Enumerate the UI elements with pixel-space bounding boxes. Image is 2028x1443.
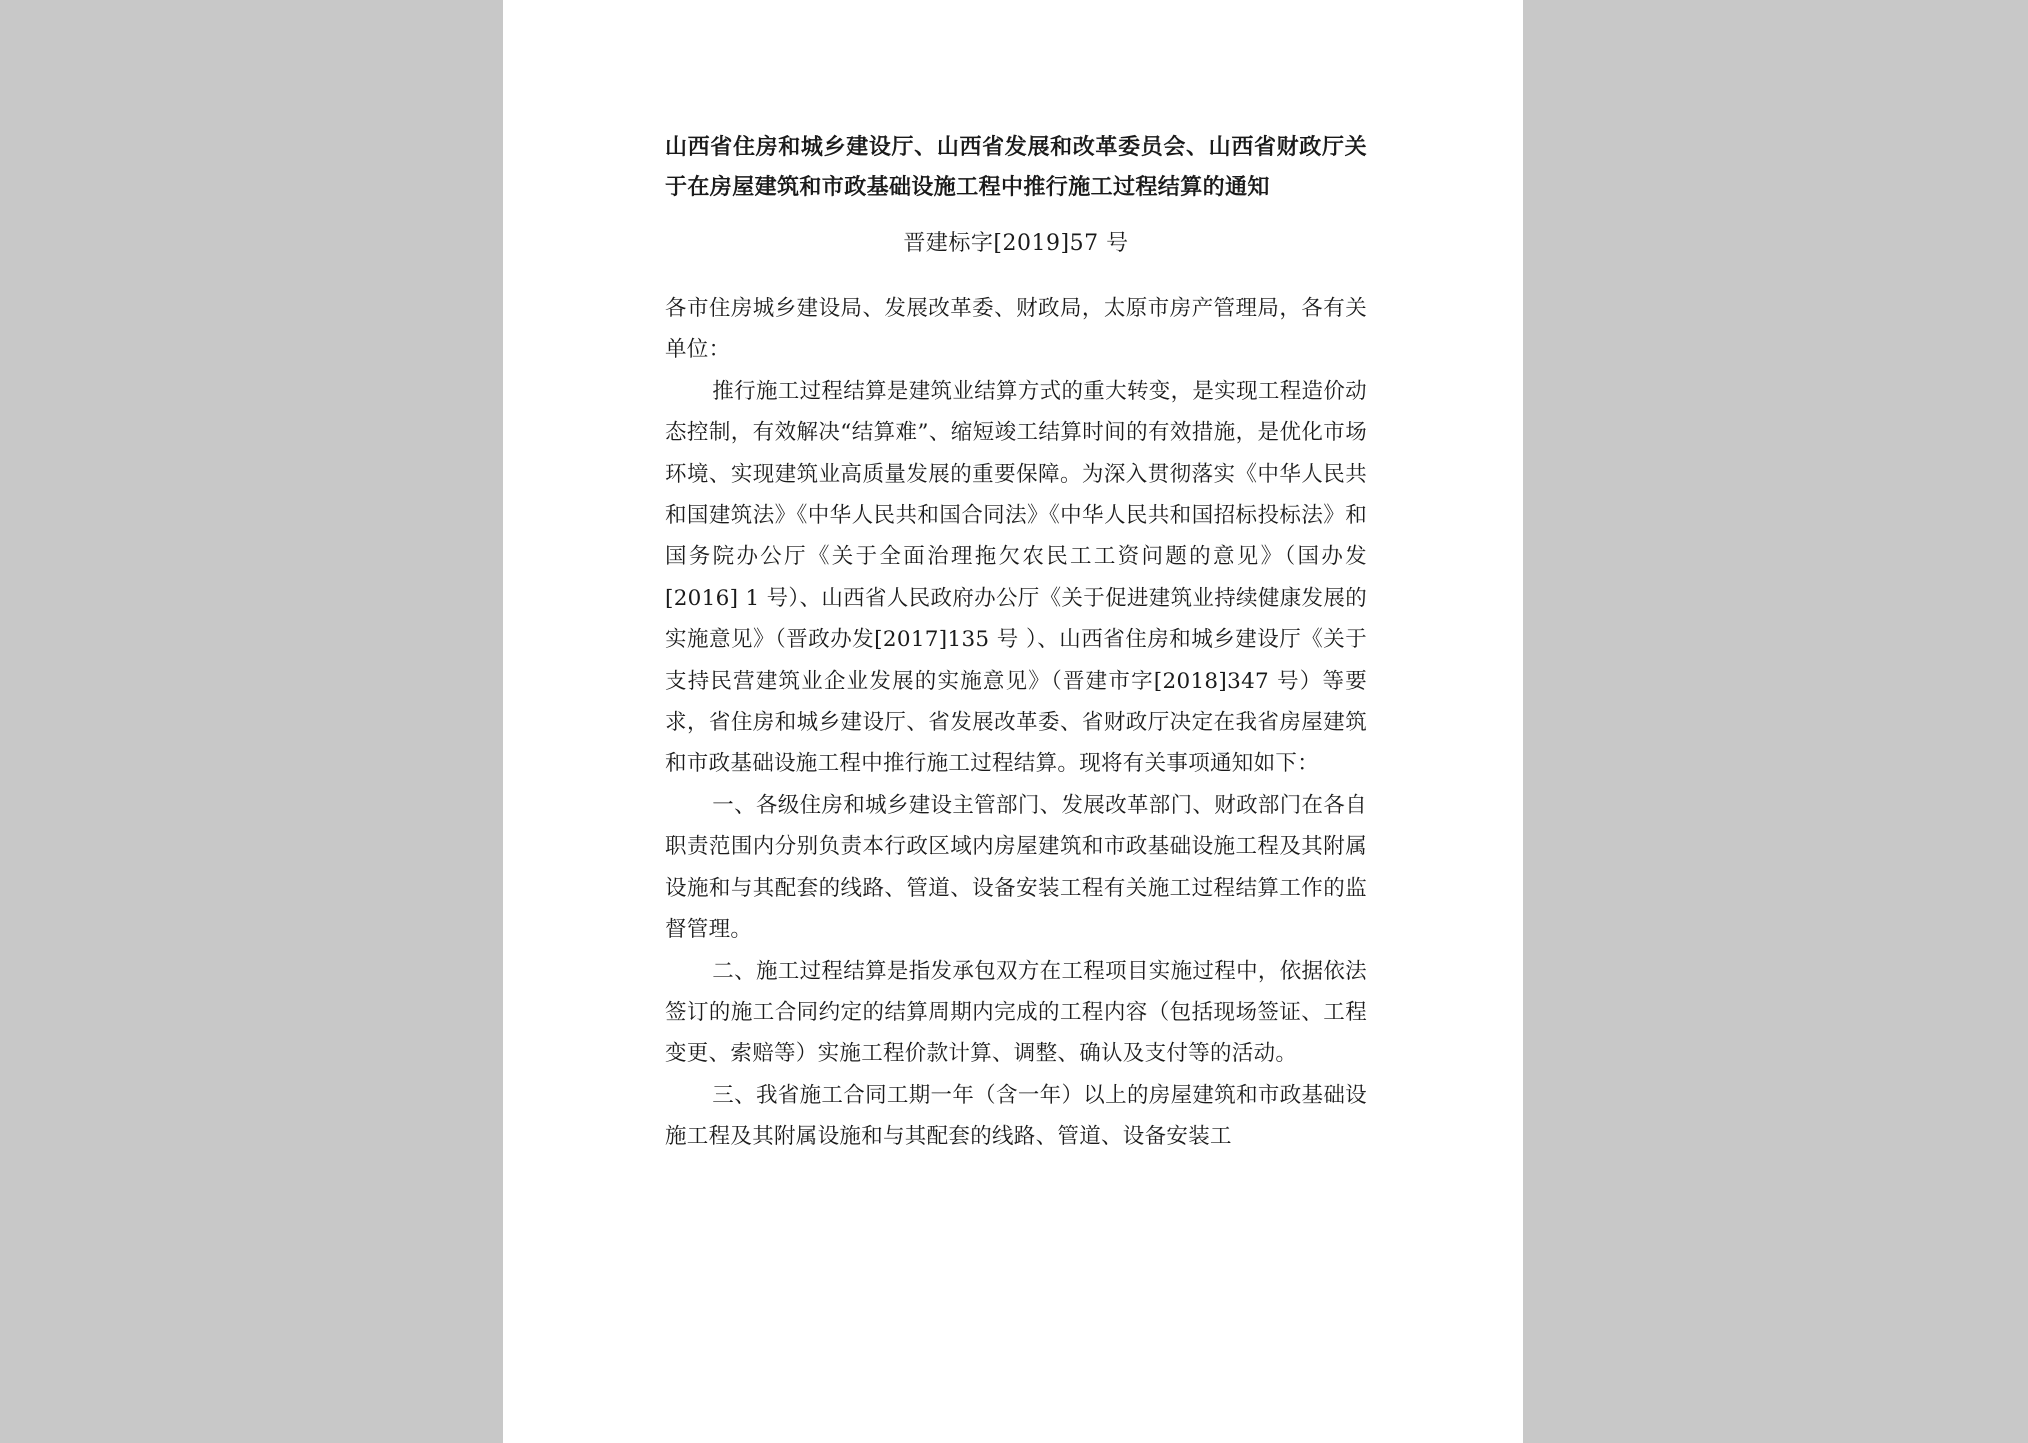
paragraph-intro: 推行施工过程结算是建筑业结算方式的重大转变，是实现工程造价动态控制，有效解决“结算难”、缩短竣工结算时间的有效措施，是优化市场环境、实现建筑业高质量发展的重要保障。为深入贯彻落实《中华人民共和国建筑法》《中华人民共和国合同法》《中华人民共和国招标投标法》和国务院办公厅《关于全面治理拖欠农民工工资问题的意见》（国办发[2016] 1 号）、山西省人民政府办公厅《关于促进建筑业持续健康发展的实施意见》（晋政办发[2017]135 号 ）、山西省住房和城乡建设厅《关于支持民营建筑业企业发展的实施意见》（晋建市字[2018]347 号）等要求，省住房和城乡建设厅、省发展改革委、省财政厅决定在我省房屋建筑和市政基础设施工程中推行施工过程结算。现将有关事项通知如下：	[665, 378, 1367, 777]
document-title: 山西省住房和城乡建设厅、山西省发展和改革委员会、山西省财政厅关于在房屋建筑和市政基础设施工程中推行施工过程结算的通知	[665, 135, 1367, 200]
document-number: 晋建标字[2019]57 号	[903, 231, 1129, 256]
addressee: 各市住房城乡建设局、发展改革委、财政局，太原市房产管理局，各有关单位：	[665, 296, 1367, 363]
paragraph-item-1: 一、各级住房和城乡建设主管部门、发展改革部门、财政部门在各自职责范围内分别负责本行政区域内房屋建筑和市政基础设施工程及其附属设施和与其配套的线路、管道、设备安装工程有关施工过程结算工作的监督管理。	[665, 792, 1367, 943]
document-page	[503, 0, 1523, 1443]
page-content	[665, 128, 1367, 1158]
paragraph-item-3: 三、我省施工合同工期一年（含一年）以上的房屋建筑和市政基础设施工程及其附属设施和与其配套的线路、管道、设备安装工	[665, 1082, 1367, 1150]
paragraph-item-2: 二、施工过程结算是指发承包双方在工程项目实施过程中，依据依法签订的施工合同约定的结算周期内完成的工程内容（包括现场签证、工程变更、索赔等）实施工程价款计算、调整、确认及支付等的活动。	[665, 958, 1367, 1067]
